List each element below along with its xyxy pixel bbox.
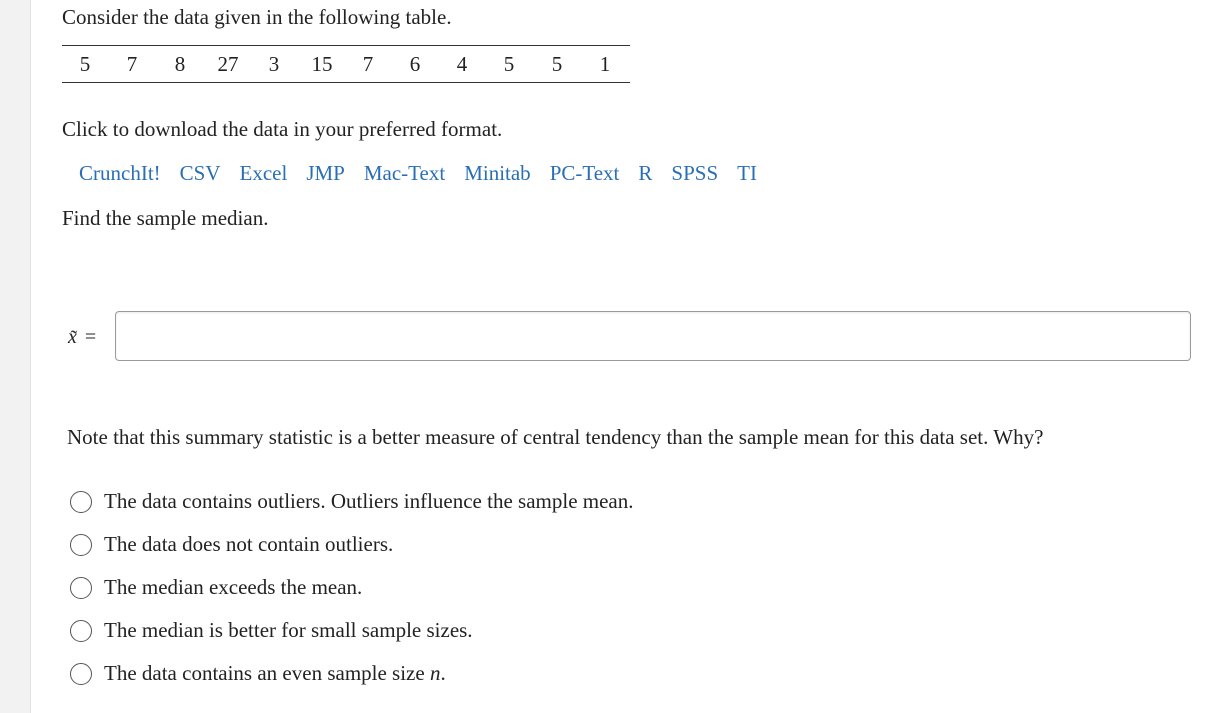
question-text: Find the sample median. <box>62 206 269 230</box>
download-pc-text-link[interactable]: PC-Text <box>549 161 620 185</box>
intro-text: Consider the data given in the following table. <box>62 5 452 29</box>
data-cell: 15 <box>311 52 333 76</box>
data-cell: 5 <box>551 52 563 76</box>
left-gutter <box>0 0 31 713</box>
median-label <box>68 326 96 349</box>
option-label: The median exceeds the mean. <box>104 575 363 599</box>
note-text: Note that this summary statistic is a better measure of central tendency than the sample mean for this data set. Why? <box>67 425 1044 449</box>
radio-button[interactable] <box>70 491 92 513</box>
download-ti-link[interactable]: TI <box>737 161 757 185</box>
option-outliers[interactable] <box>70 480 634 523</box>
data-table <box>62 45 630 83</box>
data-cell: 8 <box>174 52 186 76</box>
data-cell: 3 <box>268 52 280 76</box>
download-minitab-link[interactable]: Minitab <box>464 161 531 185</box>
median-answer-input[interactable] <box>115 311 1191 361</box>
data-cell: 5 <box>503 52 515 76</box>
option-label <box>104 661 446 686</box>
download-csv-link[interactable]: CSV <box>179 161 221 185</box>
download-jmp-link[interactable]: JMP <box>306 161 345 185</box>
data-cell: 6 <box>409 52 421 76</box>
median-symbol: x̃ <box>68 326 77 348</box>
option-even-sample-size[interactable] <box>70 652 634 695</box>
download-crunchit-link[interactable]: CrunchIt! <box>79 161 161 185</box>
option-suffix: . <box>440 661 446 685</box>
option-variable: n <box>429 661 441 685</box>
option-label: The data does not contain outliers. <box>104 532 394 556</box>
download-excel-link[interactable]: Excel <box>239 161 288 185</box>
data-cell: 7 <box>362 52 374 76</box>
download-spss-link[interactable]: SPSS <box>671 161 719 185</box>
download-links <box>79 161 776 186</box>
answer-options <box>70 480 634 695</box>
data-cell: 7 <box>126 52 138 76</box>
data-cell: 27 <box>217 52 239 76</box>
radio-button[interactable] <box>70 663 92 685</box>
data-cell: 1 <box>599 52 611 76</box>
option-no-outliers[interactable] <box>70 523 634 566</box>
radio-button[interactable] <box>70 620 92 642</box>
radio-button[interactable] <box>70 534 92 556</box>
data-cell: 4 <box>456 52 468 76</box>
data-cell: 5 <box>79 52 91 76</box>
download-prompt: Click to download the data in your preferred format. <box>62 117 503 141</box>
option-label: The median is better for small sample sizes. <box>104 618 473 642</box>
median-equals: = <box>84 326 97 348</box>
option-median-exceeds-mean[interactable] <box>70 566 634 609</box>
radio-button[interactable] <box>70 577 92 599</box>
download-mac-text-link[interactable]: Mac-Text <box>363 161 446 185</box>
option-label: The data contains outliers. Outliers influence the sample mean. <box>104 489 634 513</box>
download-r-link[interactable]: R <box>638 161 653 185</box>
option-small-sample[interactable] <box>70 609 634 652</box>
option-label-text: The data contains an even sample size <box>104 661 425 685</box>
